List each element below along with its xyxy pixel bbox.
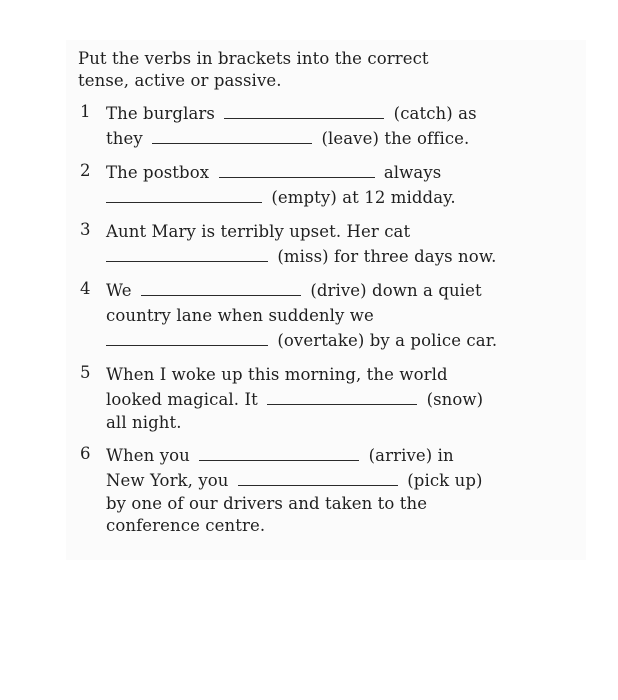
item-line — [106, 362, 578, 387]
item-text: When you — [106, 446, 190, 465]
item-text: (drive) down a quiet — [310, 281, 482, 300]
item-text: The burglars — [106, 104, 215, 123]
answer-blank[interactable] — [152, 128, 312, 144]
item-text: conference centre. — [106, 516, 266, 535]
exercise-item-4 — [78, 278, 578, 353]
instruction-line-1: Put the verbs in brackets into the correct — [78, 49, 429, 68]
item-number: 4 — [80, 279, 91, 298]
item-text: looked magical. It — [106, 390, 258, 409]
item-line — [106, 303, 578, 328]
item-text: (pick up) — [407, 471, 483, 490]
item-text: When I woke up this morning, the world — [106, 365, 448, 384]
item-text: (empty) at 12 midday. — [271, 188, 456, 207]
item-line — [106, 219, 578, 244]
item-text: (snow) — [426, 390, 484, 409]
item-text: (leave) the office. — [321, 129, 470, 148]
item-text: by one of our drivers and taken to the — [106, 494, 428, 513]
answer-blank[interactable] — [219, 162, 375, 178]
item-text: they — [106, 129, 143, 148]
item-text: (overtake) by a police car. — [277, 331, 498, 350]
item-line — [106, 244, 578, 269]
item-line — [106, 328, 578, 353]
answer-blank[interactable] — [106, 187, 262, 203]
item-text: always — [383, 163, 442, 182]
item-number: 2 — [80, 161, 91, 180]
exercise-item-3 — [78, 219, 578, 269]
answer-blank[interactable] — [267, 389, 417, 405]
item-text: New York, you — [106, 471, 229, 490]
exercise-item-1 — [78, 101, 578, 151]
item-number: 1 — [80, 102, 91, 121]
item-line — [106, 160, 578, 185]
answer-blank[interactable] — [199, 445, 359, 461]
instructions — [78, 48, 578, 92]
answer-blank[interactable] — [141, 280, 301, 296]
item-line — [106, 278, 578, 303]
item-line — [106, 493, 578, 515]
exercise-item-5 — [78, 362, 578, 434]
exercise-item-2 — [78, 160, 578, 210]
item-number: 6 — [80, 444, 91, 463]
item-line — [106, 185, 578, 210]
item-text: all night. — [106, 413, 182, 432]
exercise-item-6 — [78, 443, 578, 537]
item-number: 5 — [80, 363, 91, 382]
item-line — [106, 468, 578, 493]
answer-blank[interactable] — [224, 103, 384, 119]
item-text: (miss) for three days now. — [277, 247, 497, 266]
item-text: The postbox — [106, 163, 210, 182]
item-text: (catch) as — [393, 104, 477, 123]
item-line — [106, 412, 578, 434]
answer-blank[interactable] — [106, 246, 268, 262]
item-text: country lane when suddenly we — [106, 306, 374, 325]
item-line — [106, 126, 578, 151]
item-line — [106, 387, 578, 412]
item-text: Aunt Mary is terribly upset. Her cat — [106, 222, 411, 241]
answer-blank[interactable] — [238, 470, 398, 486]
item-line — [106, 443, 578, 468]
exercise — [78, 48, 578, 537]
item-number: 3 — [80, 220, 91, 239]
item-text: We — [106, 281, 132, 300]
answer-blank[interactable] — [106, 330, 268, 346]
item-line — [106, 101, 578, 126]
item-text: (arrive) in — [368, 446, 454, 465]
instruction-line-2: tense, active or passive. — [78, 71, 282, 90]
item-line — [106, 515, 578, 537]
